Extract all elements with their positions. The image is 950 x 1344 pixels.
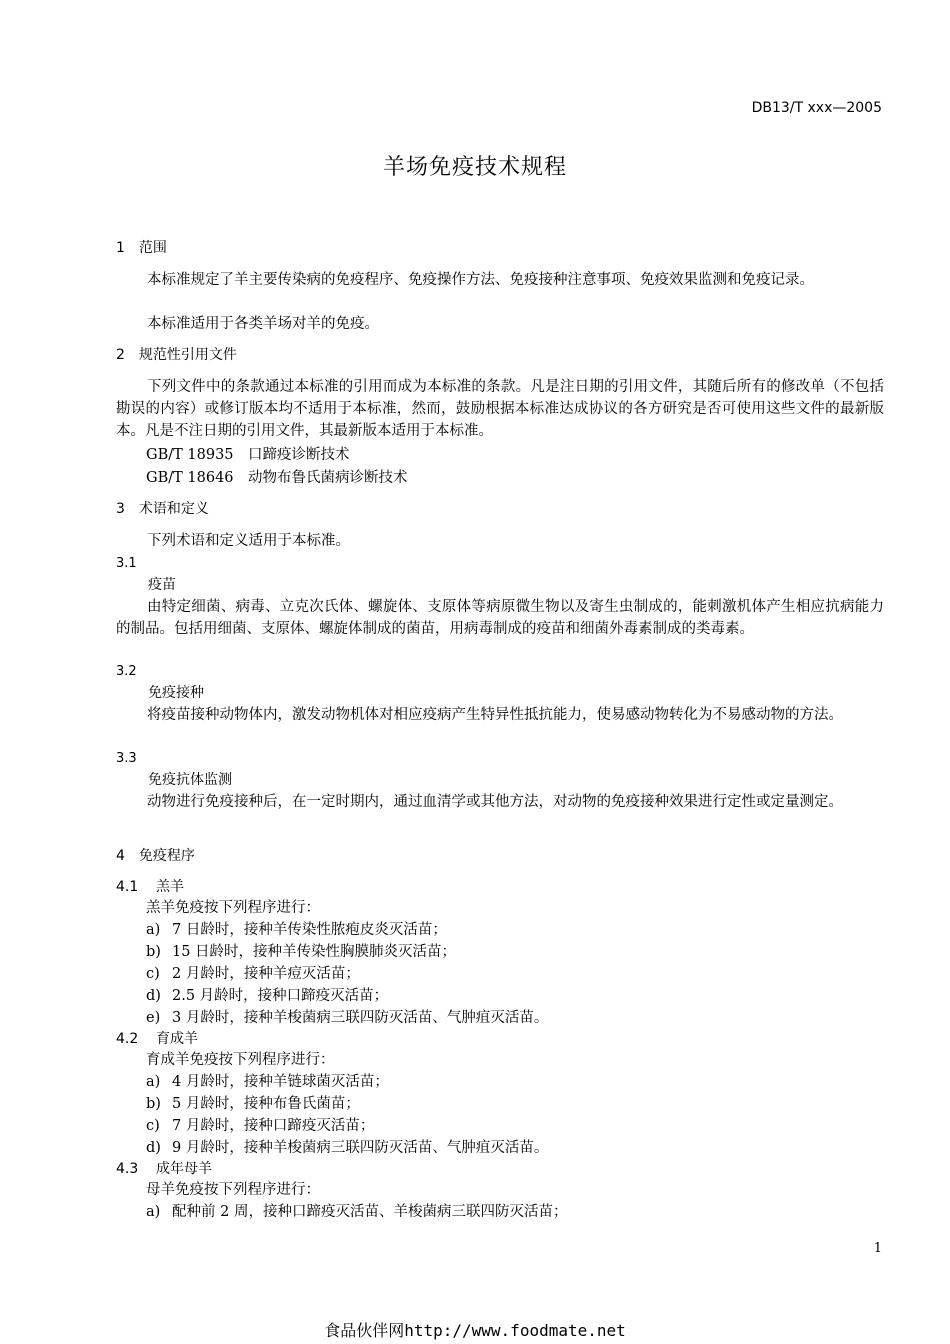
list-marker: d) [146,1140,161,1156]
page-number: 1 [873,1241,882,1256]
list-marker: d) [146,988,161,1004]
subsection-number: 4.1 [116,879,139,895]
list-text: 3 月龄时，接种羊梭菌病三联四防灭活苗、气肿疽灭活苗。 [172,1010,549,1026]
list-marker: a) [146,1204,161,1220]
section-2-paragraph: 下列文件中的条款通过本标准的引用而成为本标准的条款。凡是注日期的引用文件，其随后所有的修改单（不包括勘误的内容）或修订版本均不适用于本标准，然而，鼓励根据本标准达成协议的各方研究是否可使用这些文件的最新版本。凡是不注日期的引用文件，其最新版本适用于本标准。 [116,379,884,439]
footer-watermark: 食品伙伴网http://www.foodmate.net [324,1321,626,1340]
section-3-intro: 下列术语和定义适用于本标准。 [147,533,350,549]
list-marker: a) [146,1074,161,1090]
subsection-intro: 育成羊免疫按下列程序进行： [146,1052,335,1068]
subsection-intro: 羔羊免疫按下列程序进行： [146,900,320,916]
subsection-title: 羔羊 [156,879,184,895]
term-title: 免疫抗体监测 [148,772,232,788]
subsection-heading [116,876,184,898]
list-text: 2 月龄时，接种羊痘灭活苗； [172,966,360,982]
list-item [146,963,360,985]
subsection-number: 4.2 [116,1031,139,1047]
term-number: 3.2 [116,664,137,679]
reference-code: GB/T 18646 [146,470,234,486]
list-text: 配种前 2 周，接种口蹄疫灭活苗、羊梭菌病三联四防灭活苗； [172,1204,568,1220]
list-item [146,1137,548,1159]
list-text: 4 月龄时，接种羊链球菌灭活苗； [172,1074,389,1090]
list-marker: e) [146,1010,161,1026]
reference-name: 动物布鲁氏菌病诊断技术 [248,470,408,486]
list-marker: b) [146,1096,161,1112]
subsection-intro: 母羊免疫按下列程序进行： [146,1182,320,1198]
list-text: 9 月龄时，接种羊梭菌病三联四防灭活苗、气肿疽灭活苗。 [172,1140,549,1156]
section-2-heading: 2 规范性引用文件 [116,347,237,363]
reference-name: 口蹄疫诊断技术 [248,447,350,463]
list-marker: a) [146,922,161,938]
list-item [146,941,456,963]
reference-code: GB/T 18935 [146,447,234,463]
section-3-heading: 3 术语和定义 [116,501,209,517]
list-marker: c) [146,966,160,982]
term-definition: 将疫苗接种动物体内，激发动物机体对相应疫病产生特异性抵抗能力，使易感动物转化为不易感动物的方法。 [147,707,843,723]
list-text: 5 月龄时，接种布鲁氏菌苗； [172,1096,360,1112]
term-definition: 由特定细菌、病毒、立克次氏体、螺旋体、支原体等病原微生物以及寄生虫制成的，能刺激机体产生相应抗病能力的制品。包括用细菌、支原体、螺旋体制成的菌苗，用病毒制成的疫苗和细菌外毒素制成的类毒素。 [116,599,884,637]
section-1-heading: 1 范围 [116,240,167,256]
document-title: 羊场免疫技术规程 [382,155,567,180]
section-1-paragraph-1: 本标准规定了羊主要传染病的免疫程序、免疫操作方法、免疫接种注意事项、免疫效果监测和免疫记录。 [147,272,814,288]
term-definition: 动物进行免疫接种后，在一定时期内，通过血清学或其他方法，对动物的免疫接种效果进行定性或定量测定。 [147,794,843,810]
list-text: 7 月龄时，接种口蹄疫灭活苗； [172,1118,375,1134]
list-marker: b) [146,944,161,960]
section-1-paragraph-2: 本标准适用于各类羊场对羊的免疫。 [147,316,379,332]
list-item [146,1201,567,1223]
subsection-heading [116,1028,198,1050]
section-4-heading: 4 免疫程序 [116,848,195,864]
subsection-number: 4.3 [116,1161,139,1177]
term-title: 免疫接种 [148,685,204,701]
list-item [146,1115,374,1137]
list-item [146,1093,360,1115]
reference-item [146,444,350,466]
list-text: 2.5 月龄时，接种口蹄疫灭活苗； [172,988,389,1004]
list-marker: c) [146,1118,160,1134]
list-item [146,1071,389,1093]
list-item [146,1007,548,1029]
subsection-title: 成年母羊 [156,1161,212,1177]
list-item [146,985,388,1007]
list-item [146,919,447,941]
subsection-heading [116,1158,212,1180]
subsection-title: 育成羊 [156,1031,198,1047]
term-number: 3.1 [116,556,137,571]
list-text: 7 日龄时，接种羊传染性脓疱皮炎灭活苗； [172,922,447,938]
list-text: 15 日龄时，接种羊传染性胸膜肺炎灭活苗； [172,944,457,960]
reference-item [146,467,408,489]
document-code: DB13/T xxx—2005 [751,100,882,116]
term-number: 3.3 [116,751,137,766]
term-title: 疫苗 [148,577,176,593]
